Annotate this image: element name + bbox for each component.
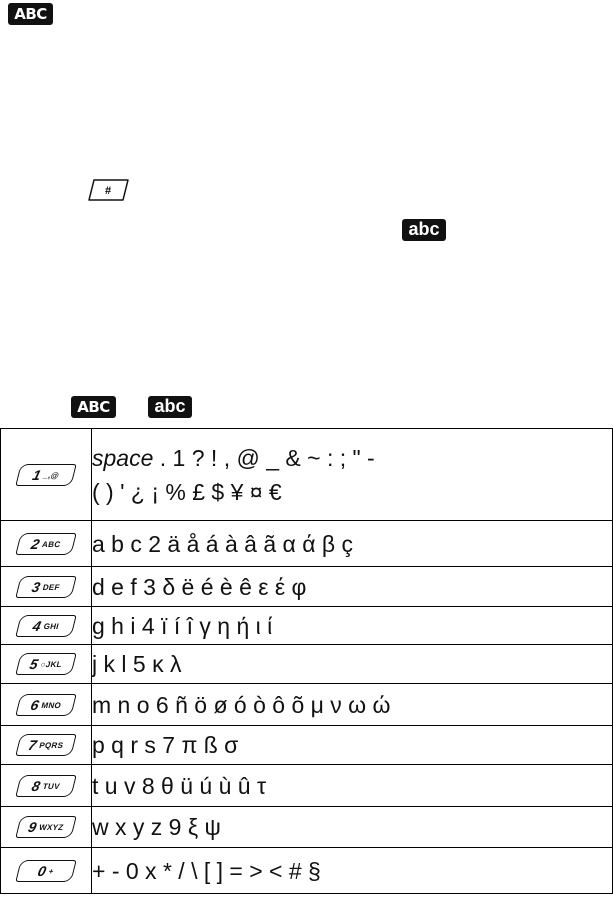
- key-3-icon: 3 DEF: [15, 576, 76, 598]
- key-4-characters: g h i 4 ï í î γ η ή ι ί: [92, 607, 613, 645]
- key-8-characters: t u v 8 θ ü ú ù û τ: [92, 765, 613, 807]
- key-1-characters: [92, 429, 613, 521]
- uppercase-mode-badge-table-caption: ABC: [71, 396, 116, 418]
- key-5-icon: 5 ○JKL: [15, 653, 76, 675]
- table-row-key-5: [1, 645, 613, 684]
- lowercase-mode-badge: abc: [402, 219, 446, 241]
- space-label: space: [92, 444, 154, 471]
- uppercase-mode-badge: ABC: [8, 3, 53, 25]
- key-4-icon: 4 GHI: [15, 615, 76, 637]
- key-6-icon: 6 MNO: [15, 694, 76, 716]
- hash-key-icon: [86, 178, 130, 202]
- table-row-key-3: [1, 567, 613, 607]
- table-row-key-6: [1, 684, 613, 726]
- key-6-characters: m n o 6 ñ ö ø ó ò ô õ μ ν ω ώ: [92, 684, 613, 726]
- lowercase-mode-badge-table-caption: abc: [148, 396, 192, 418]
- key-8-icon: 8 TUV: [15, 775, 76, 797]
- table-row-key-0: [1, 848, 613, 894]
- key-5-characters: j k l 5 κ λ: [92, 645, 613, 684]
- key-1-characters-line1: . 1 ? ! , @ _ & ~ : ; " -: [159, 444, 375, 471]
- key-1-icon: 1 _,@: [15, 464, 76, 486]
- key-3-characters: d e f 3 δ ë é è ê ε έ φ: [92, 567, 613, 607]
- key-2-characters: a b c 2 ä å á à â ã α ά β ç: [92, 521, 613, 567]
- table-row-key-7: [1, 726, 613, 765]
- key-7-characters: p q r s 7 π ß σ: [92, 726, 613, 765]
- key-9-characters: w x y z 9 ξ ψ: [92, 807, 613, 848]
- table-row-key-1: [1, 429, 613, 521]
- key-0-characters: + - 0 x * / \ [ ] = > < # §: [92, 848, 613, 894]
- key-0-icon: 0 +: [15, 860, 76, 882]
- key-7-icon: 7 PQRS: [15, 734, 76, 756]
- table-row-key-2: [1, 521, 613, 567]
- table-row-key-9: [1, 807, 613, 848]
- key-1-characters-line2: ( ) ' ¿ ¡ % £ $ ¥ ¤ €: [92, 478, 282, 505]
- key-2-icon: 2 ABC: [15, 533, 76, 555]
- key-9-icon: 9 WXYZ: [15, 816, 76, 838]
- table-row-key-4: [1, 607, 613, 645]
- hash-key-symbol: #: [104, 185, 112, 197]
- character-table: [0, 428, 613, 894]
- table-row-key-8: [1, 765, 613, 807]
